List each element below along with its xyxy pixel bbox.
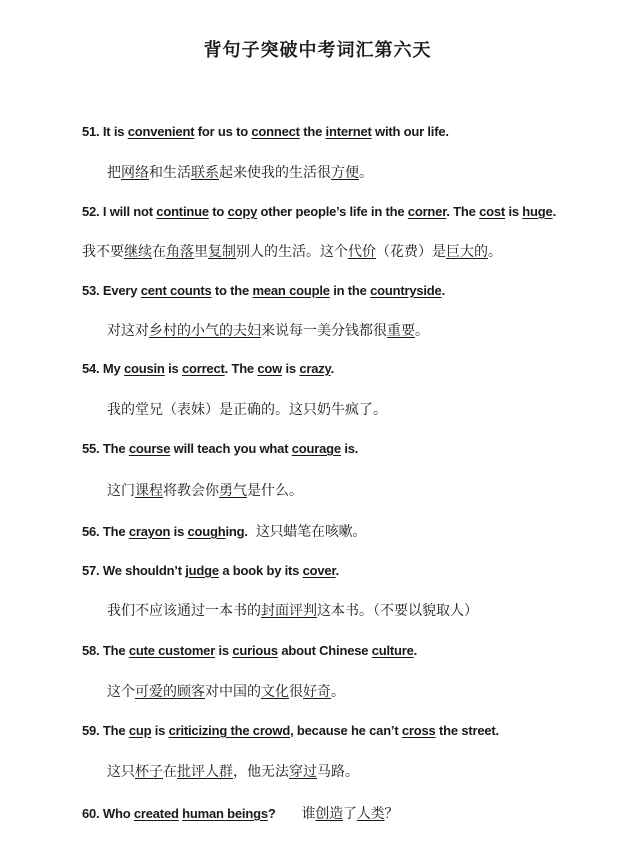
key-word: 巨大的 <box>446 244 488 260</box>
key-word: countryside <box>370 283 442 298</box>
english-sentence <box>82 563 339 578</box>
key-word: cough <box>187 524 226 539</box>
text-segment: 我们不应该通过一本书的 <box>107 603 261 619</box>
key-word: 可爱的顾客 <box>135 684 205 700</box>
text-segment: . <box>335 563 340 578</box>
text-segment: 59. The <box>82 723 129 738</box>
key-word: cousin <box>123 361 165 376</box>
key-word: 封面评判 <box>261 603 317 619</box>
english-sentence <box>82 204 556 219</box>
english-sentence <box>82 723 499 738</box>
key-word: correct <box>181 361 225 376</box>
text-segment: 。 <box>359 165 373 181</box>
text-segment: 在 <box>163 764 177 780</box>
text-segment: 54. My <box>82 361 124 376</box>
text-segment: . The <box>224 361 258 376</box>
key-word: 网络 <box>121 165 149 181</box>
text-segment: is <box>505 204 523 219</box>
text-segment: ，他无法 <box>233 764 289 780</box>
chinese-translation <box>107 600 478 620</box>
text-segment: 我的堂兄（表妹）是正确的。这只奶牛疯了。 <box>107 402 387 418</box>
key-word: cow <box>257 361 283 376</box>
key-word: huge <box>522 204 553 219</box>
key-word: curious <box>232 643 278 658</box>
text-segment: , because he can’t <box>290 723 402 738</box>
text-segment: 谁 <box>301 806 316 822</box>
key-word: judge <box>185 563 219 578</box>
key-word: cover <box>302 563 336 578</box>
key-word: 人类 <box>356 806 385 822</box>
key-word: cent counts <box>140 283 212 298</box>
key-word: 继续 <box>124 244 152 260</box>
text-segment: 60. Who <box>82 806 134 821</box>
text-segment: 对中国的 <box>205 684 261 700</box>
text-segment: 在 <box>152 244 166 260</box>
key-word: 乡村的小气的夫妇 <box>149 323 261 339</box>
text-segment: 53. Every <box>82 283 141 298</box>
key-word: 复制 <box>208 244 236 260</box>
key-word: 勇气 <box>219 483 247 499</box>
key-word: internet <box>325 124 372 139</box>
text-segment: in the <box>329 283 371 298</box>
text-segment: other people’s life in the <box>257 204 408 219</box>
text-segment: 别人的生活。这个 <box>236 244 348 260</box>
english-sentence <box>82 124 449 139</box>
text-segment: is <box>282 361 300 376</box>
english-sentence <box>82 521 366 541</box>
text-segment: 57. We shouldn’t <box>82 563 186 578</box>
text-segment: the <box>299 124 326 139</box>
english-sentence <box>82 803 398 823</box>
key-word: 文化 <box>261 684 289 700</box>
text-segment: ? <box>267 806 276 821</box>
page-title: 背句子突破中考词汇第六天 <box>203 40 432 61</box>
text-segment: a book by its <box>218 563 303 578</box>
text-segment: 56. The <box>82 524 129 539</box>
key-word: 课程 <box>135 483 163 499</box>
key-word: 创造 <box>315 806 344 822</box>
key-word: connect <box>251 124 300 139</box>
text-segment: 马路。 <box>317 764 359 780</box>
chinese-translation <box>82 241 502 261</box>
text-segment: ？ <box>384 806 399 822</box>
key-word: copy <box>227 204 258 219</box>
english-sentence <box>82 643 417 658</box>
chinese-translation <box>107 480 303 500</box>
key-word: 好奇 <box>303 684 331 700</box>
key-word: 方便 <box>331 165 359 181</box>
key-word: mean couple <box>252 283 330 298</box>
key-word: created <box>133 806 179 821</box>
english-sentence <box>82 283 445 298</box>
key-word: criticizing the crowd <box>168 723 291 738</box>
text-segment: 55. The <box>82 441 129 456</box>
key-word: 穿过 <box>289 764 317 780</box>
text-segment: to <box>208 204 228 219</box>
key-word: corner <box>407 204 447 219</box>
text-segment: 把 <box>107 165 121 181</box>
text-segment: （花费）是 <box>376 244 446 260</box>
key-word: course <box>128 441 171 456</box>
key-word: crayon <box>128 524 171 539</box>
text-segment: 52. I will not <box>82 204 157 219</box>
chinese-translation <box>107 761 359 781</box>
key-word: cost <box>479 204 506 219</box>
text-segment: the street. <box>435 723 499 738</box>
text-segment: 将教会你 <box>163 483 219 499</box>
text-segment: 很 <box>289 684 303 700</box>
key-word: 联系 <box>191 165 219 181</box>
text-segment: is <box>164 361 182 376</box>
chinese-translation <box>107 162 373 182</box>
text-segment: 51. It is <box>82 124 128 139</box>
chinese-translation: 这只蜡笔在咳嗽。 <box>255 524 367 540</box>
text-segment: is <box>215 643 233 658</box>
text-segment: 里 <box>194 244 208 260</box>
text-segment: about Chinese <box>277 643 372 658</box>
text-segment: 这只 <box>107 764 135 780</box>
key-word: courage <box>291 441 341 456</box>
key-word: human beings <box>182 806 268 821</box>
key-word: culture <box>371 643 414 658</box>
text-segment: 这个 <box>107 684 135 700</box>
text-segment: 。 <box>331 684 345 700</box>
key-word: cup <box>128 723 152 738</box>
text-segment: 这门 <box>107 483 135 499</box>
text-segment: 。 <box>488 244 502 260</box>
chinese-translation <box>302 806 399 822</box>
text-segment: . The <box>446 204 480 219</box>
chinese-translation <box>107 681 345 701</box>
text-segment: 58. The <box>82 643 129 658</box>
key-word: cross <box>401 723 436 738</box>
key-word: 重要 <box>387 323 415 339</box>
text-segment: 我不要 <box>82 244 124 260</box>
text-segment: 来说每一美分钱都很 <box>261 323 387 339</box>
key-word: continue <box>156 204 209 219</box>
english-sentence <box>82 361 334 376</box>
text-segment: is. <box>340 441 359 456</box>
key-word: 代价 <box>348 244 376 260</box>
text-segment: . <box>552 204 556 219</box>
text-segment: 了 <box>343 806 357 822</box>
text-segment: . <box>330 361 335 376</box>
key-word: convenient <box>127 124 195 139</box>
key-word: 批评人群 <box>177 764 233 780</box>
chinese-translation <box>107 399 387 419</box>
key-word: 角落 <box>166 244 194 260</box>
text-segment: 对这对 <box>107 323 149 339</box>
text-segment: to the <box>211 283 253 298</box>
text-segment: ing. <box>225 524 248 539</box>
text-segment: 和生活 <box>149 165 191 181</box>
text-segment: . <box>413 643 418 658</box>
text-segment: is <box>151 723 169 738</box>
text-segment: . <box>441 283 445 298</box>
english-sentence <box>82 441 358 456</box>
text-segment: with our life. <box>371 124 449 139</box>
key-word: cute customer <box>128 643 216 658</box>
text-segment: 是什么。 <box>247 483 303 499</box>
chinese-translation <box>107 320 429 340</box>
text-segment: will teach you what <box>170 441 292 456</box>
text-segment: for us to <box>194 124 252 139</box>
text-segment: 起来使我的生活很 <box>219 165 331 181</box>
text-segment: 这本书。（不要以貌取人） <box>317 603 478 619</box>
key-word: 杯子 <box>135 764 163 780</box>
text-segment: is <box>170 524 188 539</box>
text-segment: 。 <box>415 323 429 339</box>
key-word: crazy <box>299 361 331 376</box>
